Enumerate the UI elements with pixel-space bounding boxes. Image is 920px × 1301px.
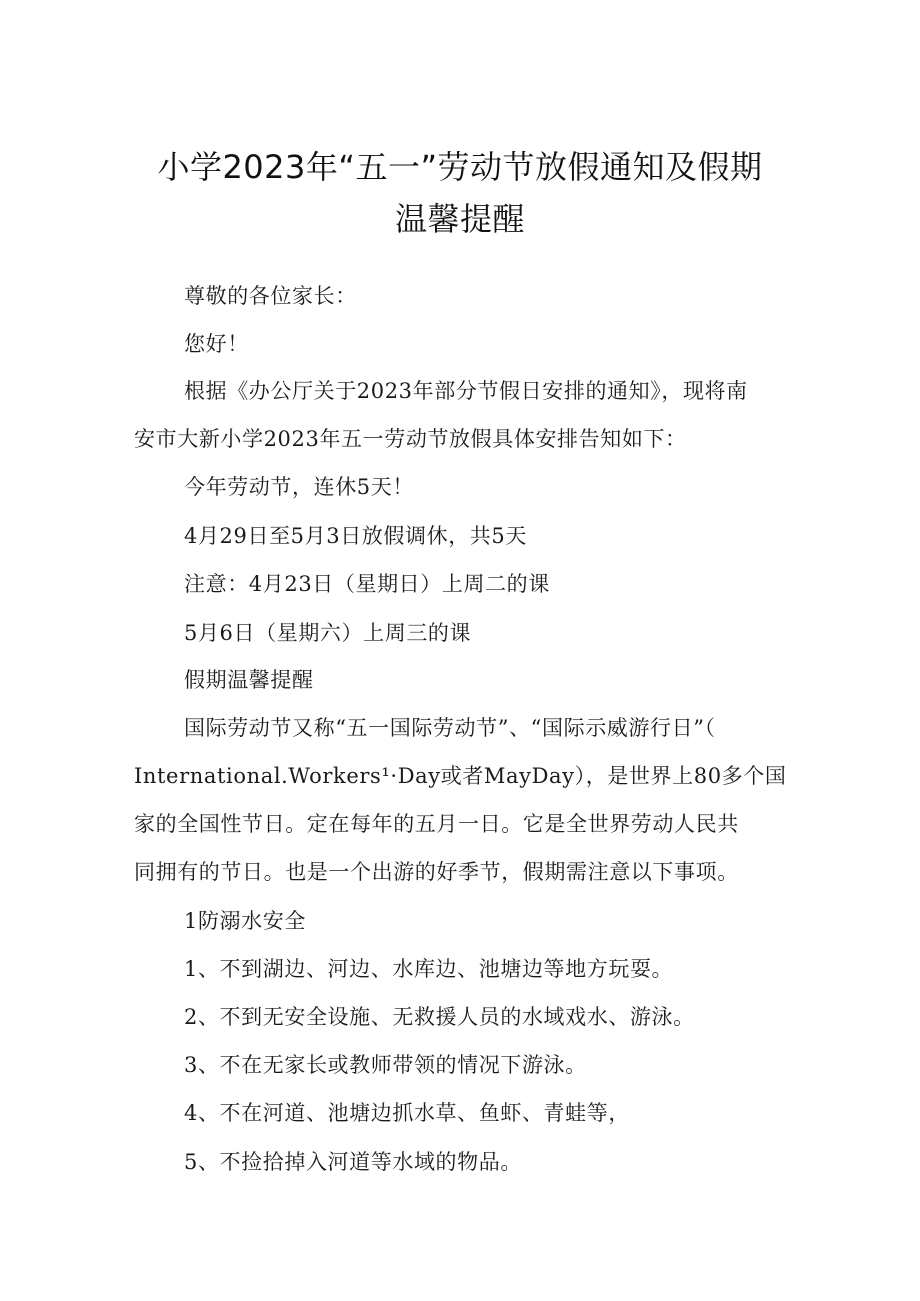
document-title-line-2: 温馨提醒	[394, 200, 525, 238]
safety-item: 5、不捡拾掉入河道等水域的物品。	[184, 1150, 522, 1174]
holiday-summary: 今年劳动节，连休5天！	[184, 475, 414, 499]
safety-item: 3、不在无家长或教师带领的情况下游泳。	[184, 1053, 587, 1077]
greeting: 您好！	[184, 332, 249, 356]
intro-paragraph-line-2: 安市大新小学2023年五一劳动节放假具体安排告知如下：	[134, 427, 687, 451]
labor-day-paragraph-line-4: 同拥有的节日。也是一个出游的好季节，假期需注意以下事项。	[134, 860, 739, 884]
safety-item: 2、不到无安全设施、无救援人员的水域戏水、游泳。	[184, 1005, 695, 1029]
makeup-class-note-2: 5月6日（星期六）上周三的课	[184, 621, 472, 645]
labor-day-paragraph-line-2: International.Workers¹·Day或者MayDay），是世界上80多个国	[134, 764, 787, 788]
labor-day-paragraph-line-1: 国际劳动节又称“五一国际劳动节”、“国际示威游行日”（	[184, 716, 716, 740]
salutation: 尊敬的各位家长：	[184, 284, 357, 308]
document-title-line-1: 小学2023年“五一”劳动节放假通知及假期	[157, 148, 763, 186]
safety-item: 4、不在河道、池塘边抓水草、鱼虾、青蛙等，	[184, 1101, 630, 1125]
labor-day-paragraph-line-3: 家的全国性节日。定在每年的五月一日。它是全世界劳动人民共	[134, 812, 739, 836]
holiday-dates: 4月29日至5月3日放假调休，共5天	[184, 524, 527, 548]
safety-item: 1、不到湖边、河边、水库边、池塘边等地方玩耍。	[184, 957, 674, 981]
intro-paragraph-line-1: 根据《办公厅关于2023年部分节假日安排的通知》，现将南	[184, 379, 748, 403]
drowning-safety-heading: 1防溺水安全	[184, 909, 306, 933]
reminder-heading: 假期温馨提醒	[184, 668, 314, 692]
makeup-class-note-1: 注意：4月23日（星期日）上周二的课	[184, 572, 550, 596]
